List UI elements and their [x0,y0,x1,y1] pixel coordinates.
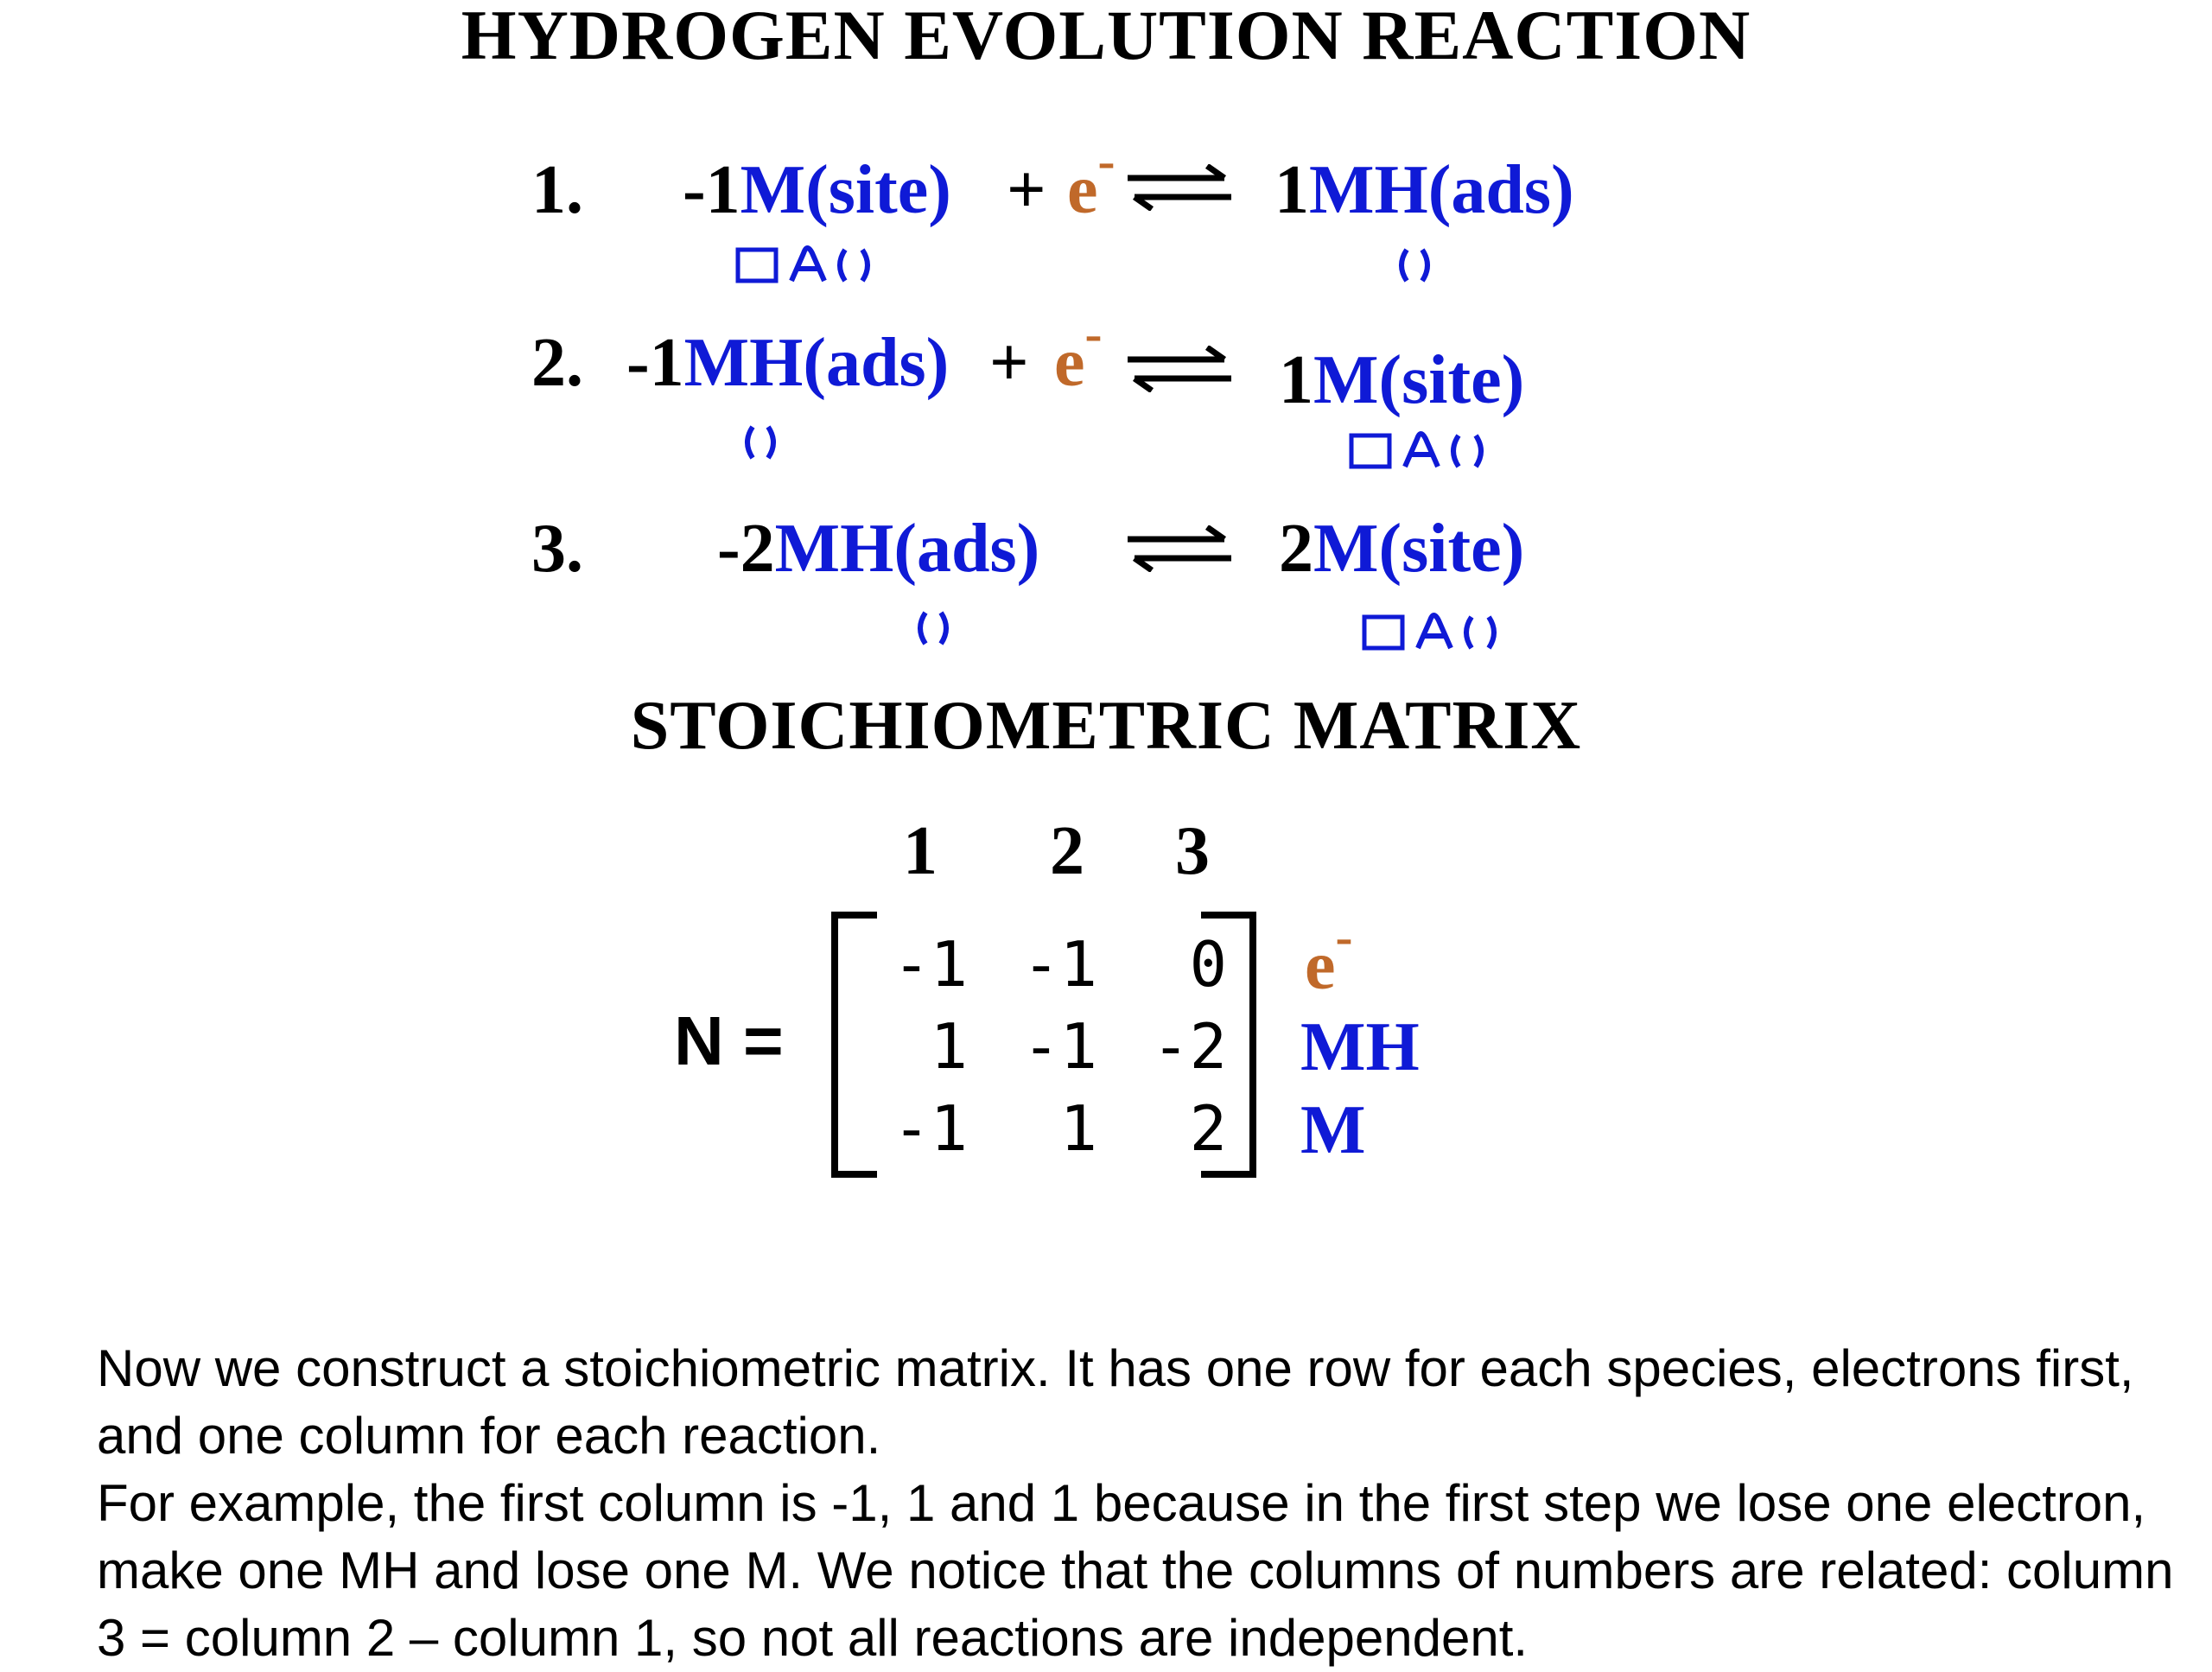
reaction-3-rhs-coeff: 2 [1279,511,1313,587]
explanation-paragraph-1: Now we construct a stoichiometric matrix. It has one row for each species, electrons first, and one column for each reaction. [97,1339,2134,1465]
equilibrium-arrow-icon [1128,346,1231,392]
reaction-2-rhs-coeff: 1 [1279,342,1313,418]
ads-glyph-icon [1393,238,1436,286]
matrix-cell-2-1: 1 [930,1010,968,1083]
equilibrium-arrow-icon [1128,525,1231,572]
row-label-electron-symbol: e [1305,928,1336,1004]
column-header-1: 1 [903,813,938,889]
site-glyph-icon [1361,605,1499,653]
explanation-paragraph-2: For example, the first column is -1, 1 and 1 because in the first step we lose one electron, make one MH and lose one M. We notice that the columns of numbers are related: column 3 = column 2 – column 1, so not all reactions are independent. [97,1474,2174,1667]
column-header-3: 3 [1175,813,1210,889]
matrix-cell-1-2: -1 [1022,928,1097,1001]
reaction-3-lhs-species: MH(ads) [774,511,1040,587]
ads-glyph-icon [739,415,782,463]
reaction-1-plus: + [1007,152,1046,228]
site-glyph-icon [1348,423,1486,472]
matrix-title: STOICHIOMETRIC MATRIX [630,688,1582,764]
reaction-2-lhs-coeff: -1 [626,325,684,401]
matrix-cell-2-2: -1 [1022,1010,1097,1083]
reaction-1-number: 1. [531,152,583,228]
matrix-cell-1-1: -1 [893,928,968,1001]
row-label-electron [1305,908,1353,1004]
electron-charge: - [1084,305,1103,362]
reaction-2-rhs [1279,342,1525,418]
row-label-mh: MH [1300,1009,1420,1085]
reaction-2-plus: + [989,325,1029,401]
reaction-1-rhs [1274,152,1574,228]
matrix-label: N = [674,1002,784,1079]
column-header-2: 2 [1050,813,1084,889]
reaction-1-lhs-coeff: -1 [683,152,741,228]
reaction-3-rhs [1279,511,1525,587]
reaction-1-lhs-species: M(site) [740,152,951,228]
matrix-cell-3-3: 2 [1189,1092,1227,1165]
page-title: HYDROGEN EVOLUTION REACTION [461,0,1751,74]
reaction-2-lhs-species: MH(ads) [683,325,950,401]
row-label-m: M [1300,1092,1366,1168]
reaction-1-rhs-species: MH(ads) [1309,152,1574,228]
matrix-cell-3-1: -1 [893,1092,968,1165]
row-label-electron-charge: - [1335,908,1353,965]
reaction-2-number: 2. [531,325,583,401]
reaction-1-electron [1067,132,1116,228]
reaction-3-number: 3. [531,511,583,587]
matrix-cell-3-2: 1 [1059,1092,1097,1165]
equilibrium-arrow-icon [1128,164,1231,211]
matrix-cell-1-3: 0 [1189,928,1227,1001]
electron-symbol: e [1067,152,1098,228]
reaction-3-rhs-species: M(site) [1313,511,1525,587]
reaction-2-rhs-species: M(site) [1313,342,1525,418]
electron-charge: - [1097,132,1116,189]
reaction-3-lhs [717,511,1040,587]
matrix-cell-2-3: -2 [1152,1010,1227,1083]
reaction-2-lhs [626,325,950,401]
reaction-3-lhs-coeff: -2 [717,511,775,587]
reaction-1-rhs-coeff: 1 [1274,152,1309,228]
reaction-2-electron [1054,305,1103,401]
ads-glyph-icon [912,601,955,649]
electron-symbol: e [1054,325,1085,401]
site-glyph-icon [734,238,873,286]
reaction-1-lhs [683,152,951,228]
